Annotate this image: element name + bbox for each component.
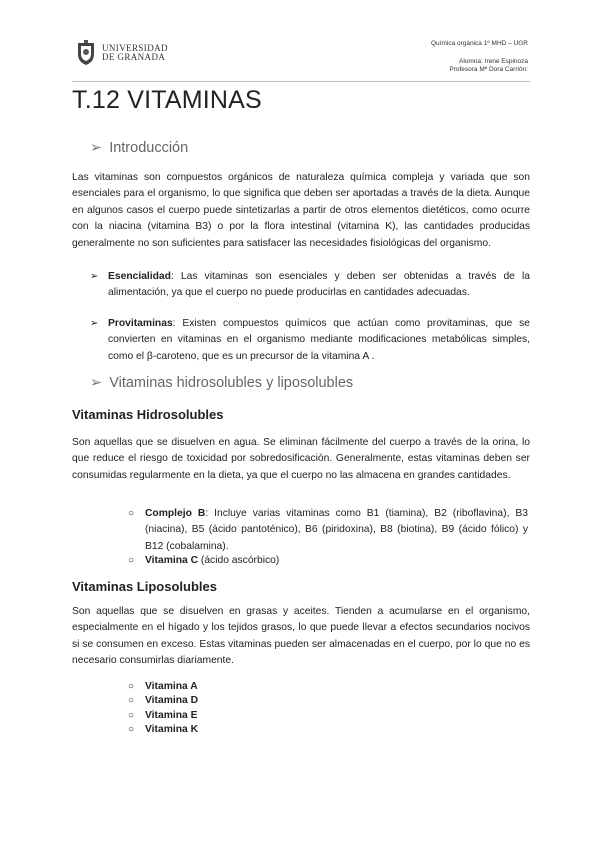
subheading-liposoluble: Vitaminas Liposolubles: [72, 579, 217, 594]
logo-line-2: DE GRANADA: [102, 52, 166, 62]
circle-bullet-icon: ○: [128, 695, 135, 706]
university-logo: [76, 40, 168, 66]
list-item-vitamina-k: [128, 722, 528, 738]
list-term: Complejo B: [145, 508, 206, 519]
arrow-bullet-icon: ➢: [90, 318, 99, 329]
circle-bullet-icon: ○: [128, 724, 135, 735]
circle-bullet-icon: ○: [128, 710, 135, 721]
bullet-text: : Las vitaminas son esenciales y deben ser obtenidas a través de la alimentación, ya que el cuerpo no puede producirlas en cantidades adecuadas.: [108, 271, 530, 299]
section-heading-types: [90, 375, 353, 391]
course-label: Química orgánica 1º MHD – UGR: [430, 40, 528, 47]
list-item-vitamina-d: [128, 693, 528, 709]
arrow-bullet-icon: ➢: [90, 271, 99, 282]
list-term: Vitamina D: [145, 695, 199, 706]
liposoluble-paragraph: Son aquellas que se disuelven en grasas y aceites. Tienden a acumularse en el organismo, especialmente en el hígado y los tejidos grasos, lo que puede llevar a efectos secundarios nocivos si se consumen en exceso. Estas vitaminas pueden ser almacenadas en el cuerpo, por lo que no es necesario consumirlas diariamente.: [72, 606, 530, 667]
list-text: : Incluye varias vitaminas como B1 (tiamina), B2 (riboflavina), B3 (niacina), B5 (ácido pantoténico), B6 (piridoxina), B8 (biotina), B9 (ácido fólico) y B12 (cobalamina).: [145, 508, 528, 552]
header-divider: [72, 81, 530, 82]
hydrosoluble-paragraph: Son aquellas que se disuelven en agua. Se eliminan fácilmente del cuerpo a través de la orina, lo que reduce el riesgo de toxicidad por sobredosificación. Generalmente, estas vitaminas deben ser consumidas regularmente en la dieta, ya que el cuerpo no las almacena en grandes cantidades.: [72, 437, 530, 481]
arrow-bullet-icon: ➢: [90, 375, 103, 391]
bullet-term: Provitaminas: [108, 318, 173, 329]
list-item-vitamina-c: [128, 553, 528, 569]
section-heading-intro-text: Introducción: [109, 140, 189, 156]
page-title: T.12 VITAMINAS: [72, 86, 262, 114]
university-crest-icon: [76, 40, 96, 66]
list-term: Vitamina A: [145, 681, 198, 692]
student-label: Alumna: Irene Espinoza: [458, 58, 528, 65]
bullet-text: : Existen compuestos químicos que actúan como provitaminas, que se convierten en vitaminas en el organismo mediante modificaciones metabólicas simples, como el β-caroteno, que es un precursor de la vitamina A .: [108, 318, 530, 362]
circle-bullet-icon: ○: [128, 555, 135, 566]
list-term: Vitamina K: [145, 724, 199, 735]
bullet-esencialidad: [90, 269, 530, 302]
bullet-provitaminas: [90, 316, 530, 365]
list-item-complejo-b: [128, 506, 528, 555]
header-info: [431, 40, 528, 74]
logo-line-1: UNIVERSIDAD: [102, 43, 168, 53]
professor-label: Profesora Mª Dora Carrión:: [449, 66, 528, 73]
intro-paragraph: Las vitaminas son compuestos orgánicos de naturaleza química compleja y variada que son esenciales para el organismo, lo que significa que deben ser aportadas a través de la dieta. Aunque en algunos casos el cuerpo puede sintetizarlas a partir de otros elementos dietéticos, como ocurre con la niacina (vitamina B3) o por la flora intestinal (vitamina K), las cantidades producidas generalmente no son suficientes para satisfacer las necesidades fisiológicas del organismo.: [72, 172, 530, 249]
list-term: Vitamina C: [145, 555, 199, 566]
circle-bullet-icon: ○: [128, 681, 135, 692]
circle-bullet-icon: ○: [128, 508, 135, 519]
list-text: (ácido ascórbico): [198, 555, 280, 566]
section-heading-intro: [90, 140, 188, 156]
section-heading-types-text: Vitaminas hidrosolubles y liposolubles: [109, 375, 354, 391]
list-term: Vitamina E: [145, 710, 198, 721]
arrow-bullet-icon: ➢: [90, 140, 103, 156]
subheading-hydrosoluble: Vitaminas Hidrosolubles: [72, 407, 224, 422]
bullet-term: Esencialidad: [108, 271, 171, 282]
